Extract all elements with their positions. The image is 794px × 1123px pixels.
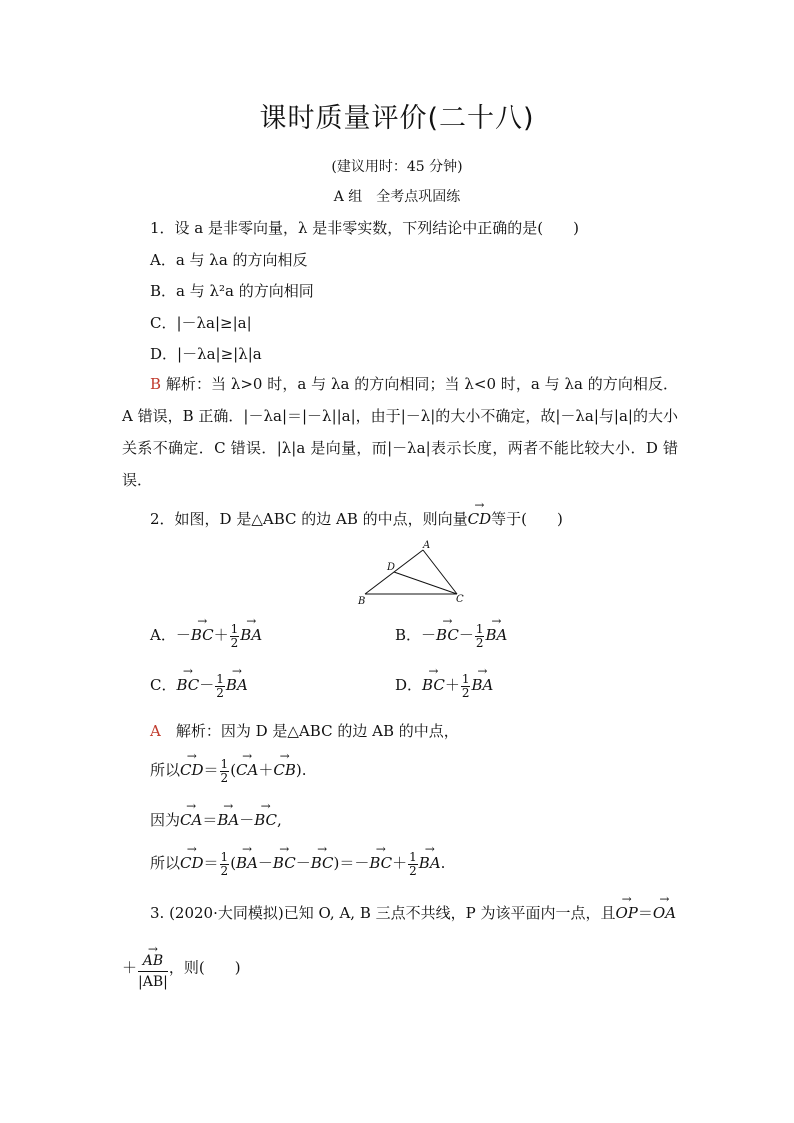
vector-bc: → BC (436, 620, 459, 644)
vector-ba: → BA (226, 670, 248, 694)
fraction-ab-over-abs-ab (138, 945, 168, 992)
q2-option-d: D．→ BC＋ $\frac{1}{2}$ → BA (395, 670, 493, 700)
suggested-time: (建议用时：45 分钟) (331, 159, 463, 175)
q1-analysis (122, 368, 678, 496)
abs-ab: |AB| (138, 974, 168, 990)
vector-bc: → BC (191, 620, 214, 644)
vector-cd: → CD (468, 504, 492, 528)
group-heading: A 组 全考点巩固练 (333, 189, 461, 205)
fraction-half: $\frac{1}{2}$ (461, 671, 470, 700)
label-c: C (456, 594, 464, 605)
triangle-figure (355, 538, 475, 608)
q2-stem-suffix: 等于( ) (491, 510, 563, 528)
vector-oa: → OA (653, 898, 676, 922)
label-b: B (358, 596, 366, 607)
q1-stem: 1．设 a 是非零向量，λ 是非零实数，下列结论中正确的是( ) (150, 219, 580, 237)
q2-analysis-line4: 所以→ CD＝ $\frac{1}{2}$ (→ BA－→ BC－→ BC)＝－→ BC＋ $\frac{1}{2}$ → BA. (150, 848, 445, 878)
fraction-half: $\frac{1}{2}$ (230, 621, 239, 650)
vector-op: → OP (615, 898, 637, 922)
q3-fraction-line: ＋ → $\frac{AB}{|AB|}$ ，则( ) (122, 945, 241, 992)
q1-analysis-text: 解析：当 λ>0 时，a 与 λa 的方向相同；当 λ<0 时，a 与 λa 的方向相反．A 错误，B 正确．|－λa|＝|－λ||a|，由于|－λ|的大小不确定，故|－λa|与|a|的大小关系不确定．C 错误．|λ|a 是向量，而|－λa|表示长度，两者不能比较大小．D 错误． (122, 375, 678, 489)
vector-ab: → AB (139, 945, 167, 971)
q2-stem-prefix: 2．如图，D 是△ABC 的边 AB 的中点，则向量 (150, 510, 468, 528)
q2-analysis-line2: 所以→ CD＝ $\frac{1}{2}$ (→ CA＋→ CB). (150, 755, 307, 785)
fraction-half: $\frac{1}{2}$ (216, 671, 224, 700)
q1-option-b: B．a 与 λ²a 的方向相同 (150, 282, 314, 300)
q1-option-c: C．|－λa|≥|a| (150, 314, 252, 332)
vector-ba: → BA (471, 670, 493, 694)
q2-stem (150, 504, 563, 529)
q2-analysis-line1: A 解析：因为 D 是△ABC 的边 AB 的中点， (150, 722, 459, 740)
q1-answer: B (150, 375, 162, 393)
vector-ba: → BA (485, 620, 507, 644)
q2-option-c: C．→ BC－ $\frac{1}{2}$ → BA (150, 670, 248, 700)
q1-option-d: D．|－λa|≥|λ|a (150, 345, 262, 363)
q1-option-a: A．a 与 λa 的方向相反 (150, 251, 308, 269)
vector-bc: → BC (176, 670, 199, 694)
fraction-half: $\frac{1}{2}$ (475, 621, 484, 650)
label-d: D (387, 562, 396, 573)
vector-ba: → BA (240, 620, 262, 644)
q2-option-b: B．－→ BC－ $\frac{1}{2}$ → BA (395, 620, 507, 650)
q2-option-a: A．－→ BC＋ $\frac{1}{2}$ → BA (150, 620, 262, 650)
q2-answer: A (150, 722, 161, 740)
q2-analysis-line3: 因为→ CA＝→ BA－→ BC, (150, 805, 282, 830)
label-a: A (423, 540, 431, 551)
q3-stem: 3. (2020·大同模拟)已知 O, A, B 三点不共线，P 为该平面内一点，且→ OP＝→ OA (150, 898, 676, 923)
page-title: 课时质量评价(二十八) (259, 103, 535, 134)
vector-bc: → BC (422, 670, 445, 694)
